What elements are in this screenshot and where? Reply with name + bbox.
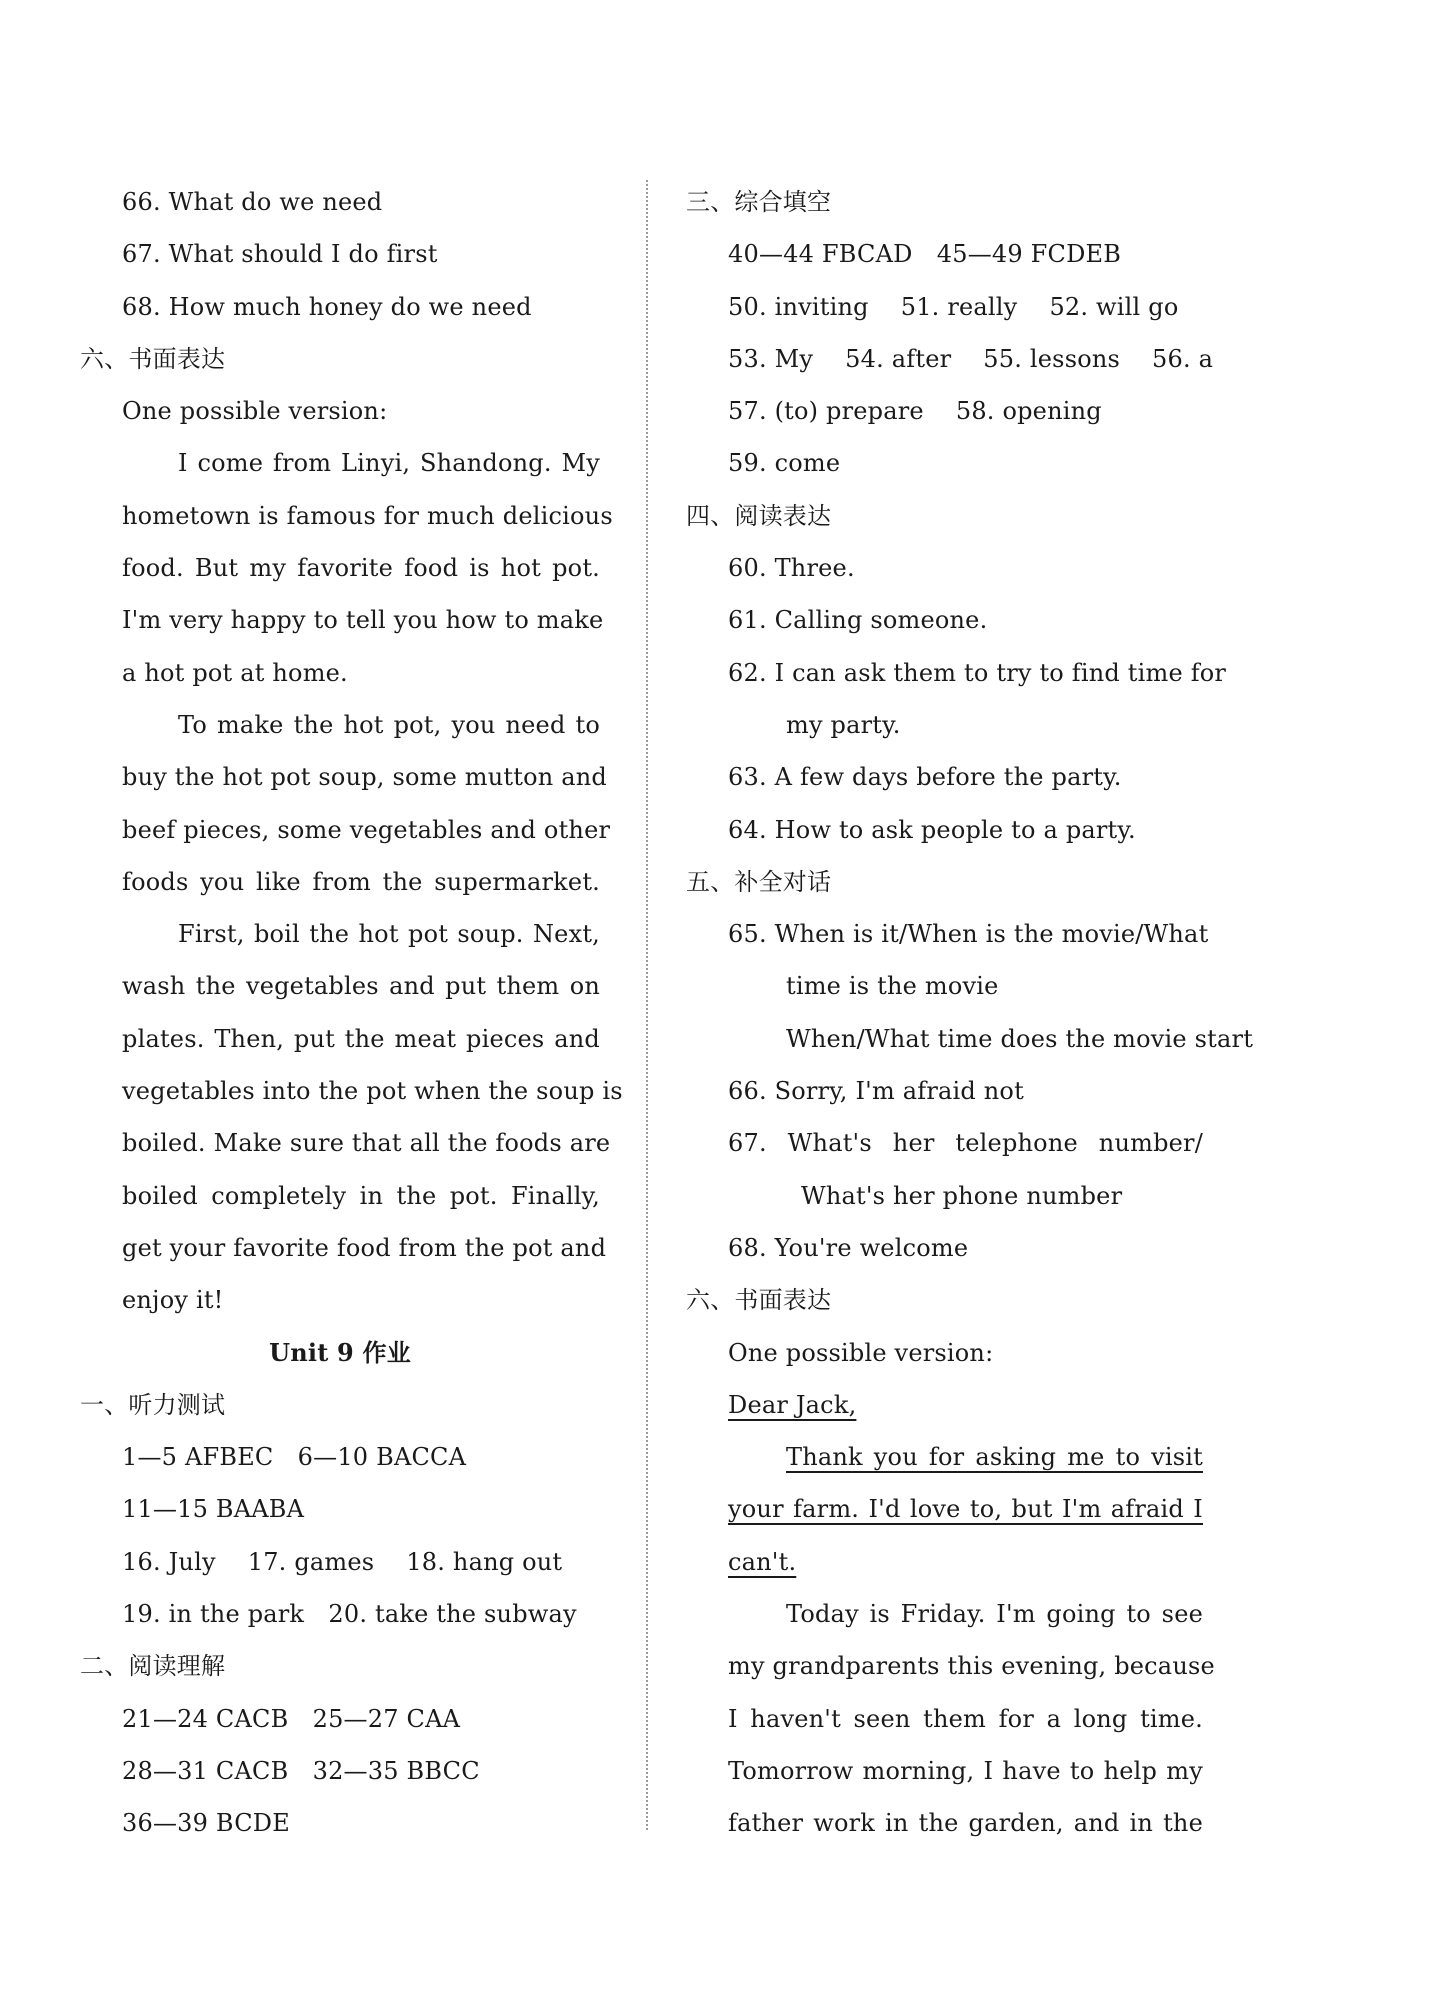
essay-line: a hot pot at home.	[122, 658, 348, 687]
section-heading-reading-expression: 四、阅读表达	[686, 501, 832, 530]
letter-line: my grandparents this evening, because	[728, 1652, 1215, 1681]
reading-line: 21—24 CACB 25—27 CAA	[122, 1704, 461, 1733]
answer-66: 66. What do we need	[122, 188, 383, 216]
section-heading-writing: 六、书面表达	[686, 1286, 832, 1315]
reading-line: 36—39 BCDE	[122, 1809, 290, 1838]
dialogue-line: 66. Sorry, I'm afraid not	[728, 1077, 1024, 1106]
left-column	[80, 176, 623, 1850]
section-heading-dialogue: 五、补全对话	[686, 867, 832, 896]
right-column	[686, 176, 1254, 1850]
reading-expr-line: 64. How to ask people to a party.	[728, 815, 1136, 844]
column-divider	[646, 180, 648, 1830]
essay-line: boiled. Make sure that all the foods are	[122, 1129, 611, 1158]
letter-line: I haven't seen them for a long time.	[728, 1704, 1203, 1733]
cloze-line: 53. My 54. after 55. lessons 56. a	[728, 344, 1214, 373]
listening-line: 11—15 BAABA	[122, 1495, 305, 1524]
letter-line: Tomorrow morning, I have to help my	[728, 1756, 1203, 1785]
reading-expr-line: 63. A few days before the party.	[728, 763, 1122, 792]
letter-line: Thank you for asking me to visit	[786, 1443, 1203, 1472]
reading-expr-line: my party.	[786, 710, 901, 739]
letter-line-text: can't.	[728, 1547, 797, 1576]
essay-line: boiled completely in the pot. Finally,	[122, 1181, 600, 1210]
dialogue-line: 68. You're welcome	[728, 1233, 969, 1262]
cloze-line: 59. come	[728, 449, 841, 478]
letter-line: Today is Friday. I'm going to see	[786, 1600, 1203, 1629]
essay-line: get your favorite food from the pot and	[122, 1233, 607, 1262]
essay-line: buy the hot pot soup, some mutton and	[122, 763, 607, 792]
essay-line: wash the vegetables and put them on	[122, 972, 600, 1001]
essay-line: To make the hot pot, you need to	[178, 710, 600, 739]
writing-intro: One possible version:	[122, 397, 388, 426]
letter-salutation	[686, 1379, 1216, 1431]
dialogue-line: 67. What's her telephone number/	[728, 1129, 1203, 1158]
writing-intro: One possible version:	[728, 1338, 994, 1367]
essay-line: plates. Then, put the meat pieces and	[122, 1024, 600, 1053]
essay-line: I come from Linyi, Shandong. My	[178, 449, 600, 478]
listening-line: 1—5 AFBEC 6—10 BACCA	[122, 1443, 467, 1472]
cloze-line: 50. inviting 51. really 52. will go	[728, 292, 1179, 321]
section-heading-reading: 二、阅读理解	[80, 1652, 226, 1681]
section-heading-cloze: 三、综合填空	[686, 188, 832, 216]
listening-line: 19. in the park 20. take the subway	[122, 1600, 577, 1629]
essay-line: vegetables into the pot when the soup is	[122, 1077, 623, 1106]
essay-line: food. But my favorite food is hot pot.	[122, 554, 600, 583]
essay-line: beef pieces, some vegetables and other	[122, 815, 611, 844]
dialogue-line: What's her phone number	[801, 1181, 1123, 1210]
answer-67: 67. What should I do first	[122, 240, 438, 269]
reading-line: 28—31 CACB 32—35 BBCC	[122, 1756, 480, 1785]
essay-line: foods you like from the supermarket.	[122, 867, 600, 896]
answer-68: 68. How much honey do we need	[122, 292, 532, 321]
reading-expr-line: 62. I can ask them to try to find time for	[728, 658, 1227, 687]
section-heading-writing: 六、书面表达	[80, 344, 226, 373]
letter-line	[686, 1536, 1203, 1588]
essay-line: First, boil the hot pot soup. Next,	[178, 920, 600, 949]
dialogue-line: 65. When is it/When is the movie/What	[728, 920, 1209, 949]
essay-line: I'm very happy to tell you how to make	[122, 606, 604, 635]
letter	[686, 1431, 1215, 1849]
cloze-line: 40—44 FBCAD 45—49 FCDEB	[728, 240, 1122, 269]
unit-title-rest: 9 作业	[328, 1337, 411, 1367]
unit-title	[80, 1327, 600, 1379]
letter-line: father work in the garden, and in the	[728, 1809, 1203, 1838]
essay	[80, 437, 623, 1326]
section-heading-listening: 一、听力测试	[80, 1390, 226, 1419]
reading-expr-line: 61. Calling someone.	[728, 606, 988, 635]
dialogue-line: time is the movie	[786, 972, 999, 1001]
letter-salutation-text: Dear Jack,	[728, 1390, 857, 1419]
unit-title-en: Unit	[269, 1337, 329, 1367]
reading-expr-line: 60. Three.	[728, 554, 855, 583]
cloze-line: 57. (to) prepare 58. opening	[728, 397, 1102, 426]
essay-line: enjoy it!	[122, 1286, 224, 1315]
letter-line: your farm. I'd love to, but I'm afraid I	[728, 1495, 1203, 1524]
dialogue-line: When/What time does the movie start	[786, 1024, 1254, 1053]
listening-line: 16. July 17. games 18. hang out	[122, 1547, 563, 1576]
essay-line: hometown is famous for much delicious	[122, 501, 613, 530]
